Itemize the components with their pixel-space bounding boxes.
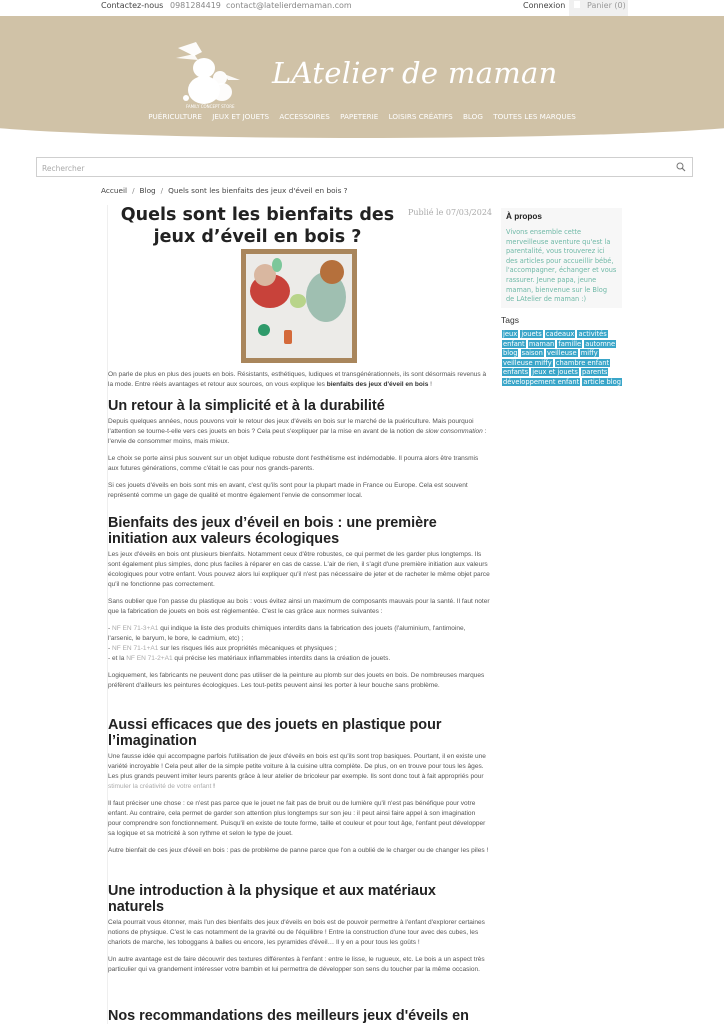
about-title: À propos bbox=[506, 212, 542, 221]
paragraph: Si ces jouets d'éveils en bois sont mis en avant, c'est qu'ils sont pour la plupart made in France ou Europe. Cela est souvent représenté comme un gage de qualité et montre également l'envie de consommer local. bbox=[108, 482, 468, 499]
article-title: Quels sont les bienfaits des jeux d’éveil en bois ? bbox=[120, 205, 395, 247]
section-heading: Nos recommandations des meilleurs jeux d'éveils en bbox=[108, 1008, 469, 1024]
section-2 bbox=[108, 515, 490, 698]
paragraph: Il faut préciser une chose : ce n'est pas parce que le jouet ne fait pas de bruit ou de lumière qu'il n'est pas bénéfique pour votre enfant. Au contraire, cela permet de garder son attention plus longtemps sur son jeu : il peut ainsi faire appel à son imagination pour comprendre son fonctionnement. Puisqu'il en existe de toute forme, taille et couleur et pour tout âge, l'enfant peut développer sa logique et sa motricité à son rythme et selon le type de jouet. bbox=[108, 800, 486, 837]
cart-icon bbox=[574, 1, 580, 8]
email-link[interactable]: contact@latelierdemaman.com bbox=[226, 1, 352, 10]
section-heading: Une introduction à la physique et aux matériaux naturels bbox=[108, 883, 436, 915]
paragraph: Le choix se porte ainsi plus souvent sur un objet ludique robuste dont l'esthétisme est indémodable. Il pourra alors être transmis aux futures générations, comme c'était le cas pour nos grands-parents. bbox=[108, 455, 479, 472]
svg-text:FAMILY CONCEPT STORE: FAMILY CONCEPT STORE bbox=[186, 104, 235, 109]
paragraph: Sans oublier que l'on passe du plastique au bois : vous évitez ainsi un maximum de composants mauvais pour la santé. Il faut noter que la fabrication de jouets en bois est réglementée. C'est le cas grâce aux normes suivantes : bbox=[108, 598, 490, 615]
hero-image bbox=[241, 249, 357, 363]
search-icon[interactable] bbox=[676, 162, 686, 172]
nav-item-papeterie[interactable]: PAPETERIE bbox=[340, 112, 379, 121]
section-heading: Bienfaits des jeux d’éveil en bois : une première initiation aux valeurs écologiques bbox=[108, 515, 437, 547]
tag[interactable]: automne bbox=[585, 339, 616, 348]
paragraph: Un autre avantage est de faire découvrir des textures différentes à l'enfant : entre le lisse, le rugueux, etc. Le bois a un aspect très particulier qui va grandement intéresser votre bambin et lui permettra de développer son sens du toucher par la même occasion. bbox=[108, 956, 485, 973]
tag[interactable]: enfants bbox=[503, 368, 529, 377]
breadcrumb bbox=[101, 186, 348, 195]
tag-cloud bbox=[502, 330, 624, 388]
creativity-link[interactable]: stimuler la créativité de votre enfant bbox=[108, 783, 212, 790]
tag[interactable]: article blog bbox=[583, 377, 621, 386]
paragraph: Depuis quelques années, nous pouvons voir le retour des jeux d'éveils en bois sur le marché de la puériculture. Mais pourquoi l'attention se tourne-t-elle vers ces jouets en bois ? Cela peut s'expliquer par la mise en avant de la notion de slow consommation : l'envie de consommer moins, mais mieux. bbox=[108, 418, 487, 445]
tag[interactable]: chambre enfant bbox=[555, 358, 610, 367]
section-heading: Aussi efficaces que des jouets en plastique pour l’imagination bbox=[108, 717, 442, 749]
nav-item-accessoires[interactable]: ACCESSOIRES bbox=[279, 112, 330, 121]
tag[interactable]: développement enfant bbox=[503, 377, 580, 386]
paragraph: Logiquement, les fabricants ne peuvent donc pas utiliser de la peinture au plomb sur des jouets en bois. De nombreuses marques préfèrent d'ailleurs les peintures écologiques. Les tout-petits peuvent ainsi les porter à leur bouche sans problème. bbox=[108, 672, 485, 689]
nav-item-blog[interactable]: BLOG bbox=[462, 112, 483, 121]
breadcrumb-blog[interactable]: Blog bbox=[139, 186, 156, 195]
cart-label: Panier (0) bbox=[587, 1, 626, 10]
login-link[interactable]: Connexion bbox=[523, 1, 566, 10]
breadcrumb-separator: / bbox=[132, 186, 135, 195]
norms-list: - NF EN 71-3+A1 qui indique la liste des produits chimiques interdits dans la fabrication des jouets (l'aluminium, l'antimoine, l'arsenic, le baryum, le bore, le cadmium, etc) ; - NF EN 71-1+A1 sur les risques liés aux propriétés mécaniques et physiques ; - et la NF EN 71-2+A1 qui précise les matériaux inflammables interdits dans la création de jouets. bbox=[108, 625, 466, 662]
section-heading: Un retour à la simplicité et à la durabilité bbox=[108, 398, 385, 414]
tag[interactable]: jouets bbox=[521, 330, 542, 338]
search-bar bbox=[36, 157, 693, 177]
publish-date: Publié le 07/03/2024 bbox=[408, 208, 492, 217]
section-1 bbox=[108, 398, 490, 508]
paragraph: Les jeux d'éveils en bois ont plusieurs bienfaits. Notamment ceux d'être robustes, ce qui permet de les garder plus longtemps. Ils sont également plus simples, donc plus faciles à réparer en cas de casse. L'air de rien, il s'agit d'une première initiation aux valeurs écologiques pour votre enfant. Vous pouvez alors lui expliquer qu'il n'est pas nécessaire de jeter et de racheter le même objet parce qu'il ne fonctionne pas correctement. bbox=[108, 551, 490, 588]
phone-number[interactable]: 0981284419 bbox=[170, 1, 221, 10]
tag[interactable]: veilleuse bbox=[547, 349, 577, 358]
search-input[interactable] bbox=[37, 160, 657, 178]
tag[interactable]: famille bbox=[558, 339, 582, 348]
paragraph: Autre bienfait de ces jeux d'éveil en bois : pas de problème de panne parce que l'on a oublié de le charger ou de changer les piles ! bbox=[108, 847, 489, 854]
article-intro bbox=[108, 370, 490, 397]
tag[interactable]: blog bbox=[503, 349, 518, 358]
brand-name[interactable]: LAtelier de maman bbox=[272, 56, 558, 90]
nav-item-jeux-et-jouets[interactable]: JEUX ET JOUETS bbox=[212, 112, 270, 121]
hero-photo bbox=[246, 254, 352, 358]
tag[interactable]: activités enfant bbox=[503, 330, 607, 348]
tags-title: Tags bbox=[501, 315, 519, 325]
intro-paragraph: On parle de plus en plus des jouets en bois. Résistants, esthétiques, ludiques et transgénérationnels, ils sont désormais revenus à la mode. Entre réels avantages et retour aux sources, on vous explique les bienfaits des jeux d'éveil en bois ! bbox=[108, 371, 487, 388]
tag[interactable]: maman bbox=[528, 339, 555, 348]
norm-link[interactable]: NF EN 71-3+A1 bbox=[112, 625, 159, 632]
main-nav bbox=[0, 112, 724, 121]
bunny-logo-icon[interactable] bbox=[172, 38, 250, 110]
breadcrumb-current: Quels sont les bienfaits des jeux d'éveil en bois ? bbox=[168, 186, 348, 195]
nav-item-loisirs-creatifs[interactable]: LOISIRS CRÉATIFS bbox=[388, 112, 453, 121]
tag[interactable]: parents bbox=[582, 368, 608, 377]
tag[interactable]: miffy bbox=[580, 349, 598, 358]
breadcrumb-home[interactable]: Accueil bbox=[101, 186, 128, 195]
contact-link[interactable]: Contactez-nous bbox=[101, 1, 164, 10]
about-text: Vivons ensemble cette merveilleuse aventure qu'est la parentalité, vous trouverez ici des articles pour accueillir bébé, l'accompagner, échanger et vous rassurer. Jeune papa, jeune maman, bienvenue sur le Blog de LAtelier de maman :) bbox=[506, 228, 617, 304]
tag[interactable]: jeux et jouets bbox=[532, 368, 578, 377]
paragraph: Cela pourrait vous étonner, mais l'un des bienfaits des jeux d'éveils en bois est de pouvoir permettre à l'enfant d'explorer certaines notions de physique. C'est le cas notamment de la gravité ou de l'équilibre ! Entre la construction d'une tour avec des cubes, les chariots de marche, les toboggans à balles ou encore, les pyramides d'éveil… Il y en a pour tous les goûts ! bbox=[108, 919, 485, 946]
paragraph: Une fausse idée qui accompagne parfois l'utilisation de jeux d'éveils en bois est qu'ils sont trop basiques. Pourtant, il en existe une variété incroyable ! Cela peut aller de la simple petite voiture à la cuisine ultra complète. De plus, on en trouve pour tous les âges. Les plus grands peuvent imiter leurs parents grâce à leur atelier de bricoleur par exemple. Ils sont donc tout à fait appropriés pour stimuler la créativité de votre enfant ! bbox=[108, 753, 486, 790]
nav-item-puericulture[interactable]: PUÉRICULTURE bbox=[148, 112, 202, 121]
breadcrumb-separator: / bbox=[160, 186, 164, 195]
section-4 bbox=[108, 883, 490, 982]
tag[interactable]: veilleuse miffy bbox=[503, 358, 552, 367]
section-3 bbox=[108, 717, 490, 863]
tag[interactable]: cadeaux bbox=[545, 330, 575, 338]
nav-item-toutes-les-marques[interactable]: TOUTES LES MARQUES bbox=[493, 112, 576, 121]
norm-link[interactable]: NF EN 71-2+A1 bbox=[126, 655, 173, 662]
section-5 bbox=[108, 1008, 490, 1024]
top-bar bbox=[0, 0, 724, 16]
tag[interactable]: jeux bbox=[503, 330, 518, 338]
cart-button[interactable] bbox=[569, 0, 628, 16]
tag[interactable]: saison bbox=[521, 349, 543, 358]
norm-link[interactable]: NF EN 71-1+A1 bbox=[112, 645, 159, 652]
about-box bbox=[501, 208, 622, 308]
